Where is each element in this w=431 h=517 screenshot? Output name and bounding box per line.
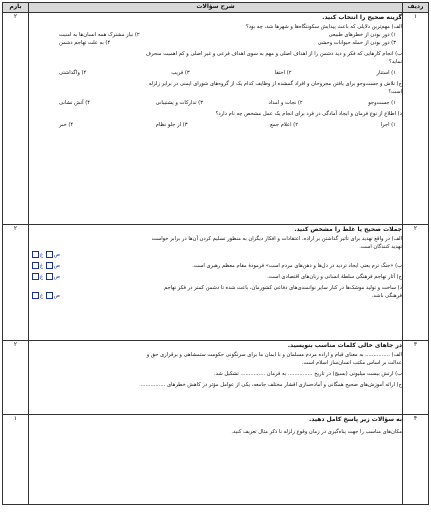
q2-d-line2 [29,292,402,300]
q1-d-option-4[interactable]: ۴) خبر [59,122,74,128]
question-1-score: ۲ [3,13,29,225]
question-3-body [29,341,403,415]
q2-a-line2-text: تهدید کنندگان است. [359,244,402,250]
q1-a-option-3[interactable]: ۳) دور بودن از حمله حیوانات وحشی [317,40,396,46]
question-2-number: ۲ [403,225,429,341]
q2-a-false-checkbox[interactable] [32,251,39,258]
q2-c-false-checkbox[interactable] [32,273,39,280]
question-3-title: در جاهای خالی کلمات مناسب بنویسید. [287,342,402,349]
question-4-score: ۱ [3,415,29,505]
q1-b-options [29,69,402,77]
q2-c-true-checkbox[interactable] [46,273,53,280]
false-label: غ [40,274,44,280]
q1-d-stem: د) اطلاع از نوع فرمان و ایجاد آمادگی در فرد برای انجام یک عمل مشخص چه نام دارد؟ [215,111,402,117]
q2-a-line1: الف) در واقع تهدید برای تأثیر گذاشتن بر اراده، اعتقادات و افکار دیگران به منظور تسلیم کردن آن‌ها در برابر خواست [151,236,402,242]
q2-a-line2 [29,243,402,251]
q1-a-option-2[interactable]: ۲) نیاز مشترک همه انسان‌ها به امنیت [59,32,140,38]
exam-table [2,2,429,505]
q2-d-line1: د) ساخت و تولید موشک‌ها در کنار سایر توانمندی‌های دفاعی کشورمان، باعث شده تا دشمن کمتر در فکر تهاجم [164,285,402,291]
q4-text: مکان‌های مناسب را جهت پناه‌گیری در زمان وقوع زلزله نا ذکر مثال تعریف کنید. [231,429,402,435]
q1-a-option-1[interactable]: ۱) دور بودن از خطرهای طبیعی [328,32,396,38]
question-3-row [3,341,429,415]
q1-b-option-2[interactable]: ۲) اختفا [274,70,292,76]
q2-b-text: ب) «جنگ نرم یعنی ایجاد تردید در دل‌ها و ذهن‌های مردم است» فرمودهٔ مقام معظم رهبری است. [192,263,402,269]
false-label: غ [40,252,44,258]
q2-a-true-checkbox[interactable] [46,251,53,258]
q3-c-line: ج) ارائه آموزش‌های صحیح همگانی و آماده‌سازی اقشار مختلف جامعه، یکی از عوامل مؤثر در کاهش خطرهای ............... [140,382,402,388]
q2-d-true-false [31,292,60,300]
q1-c-stem-line1: ج) تلاش و جست‌وجو برای یافتن مجروحان و افراد گمشده از وظایف کدام یک از گروه‌های شورای ایمنی در برابر زلزله [148,81,402,87]
q1-c-option-2[interactable]: ۲) نجات و امداد [268,100,303,106]
q2-a-true-false [31,251,60,259]
q2-b-line [29,262,402,270]
q2-d-false-checkbox[interactable] [32,292,39,299]
q2-d-true-checkbox[interactable] [46,292,53,299]
question-3-number: ۳ [403,341,429,415]
q3-b-line: ب) ارتش بیست میلیونی (بسیج) در تاریخ ............... به فرمان ............... تشکیل شد. [213,371,402,377]
false-label: غ [40,263,44,269]
question-1-title: گزینه صحیح را انتخاب کنید. [322,14,402,21]
q1-c-option-4[interactable]: ۴) آتش نشانی [59,100,91,106]
question-2-row [3,225,429,341]
header-questions: شرح سؤالات [29,3,403,13]
q2-d-line2-text: فرهنگی باشد. [371,293,402,299]
q2-c-text: ج) آثار تهاجم فرهنگی سلطهٔ انسانی و زبان‌های اقتصادی است. [267,274,402,280]
q2-b-true-checkbox[interactable] [46,262,53,269]
question-4-number: ۴ [403,415,429,505]
q1-d-option-2[interactable]: ۲) اعلام جمع [270,122,299,128]
table-header [3,3,429,13]
q1-c-option-3[interactable]: ۳) تدارکات و پشتیبانی [155,100,203,106]
header-score: بارم [3,3,29,13]
true-label: ص [53,274,61,280]
q2-c-line [29,273,402,281]
q1-b-option-3[interactable]: ۳) فریب [171,70,190,76]
q1-c-options [29,99,402,107]
question-4-body [29,415,403,505]
q1-b-stem-line2: نماید؟ [389,59,402,65]
question-1-body [29,13,403,225]
q2-b-false-checkbox[interactable] [32,262,39,269]
true-label: ص [53,263,61,269]
q3-a-line1: الف) ............... به معنای قیام و اراده مردم مسلمان و با ایمان ما برای سرنگونی حکومت ستمشاهی و برقراری حق و [146,352,402,358]
q1-b-option-1[interactable]: ۱) استتار [376,70,396,76]
true-label: ص [53,293,61,299]
false-label: غ [40,293,44,299]
question-3-score: ۲ [3,341,29,415]
q1-d-options [29,121,402,129]
q2-a-choices [29,251,402,259]
q1-a-options-row1 [29,31,402,39]
q2-b-true-false [31,262,60,270]
q1-a-stem: الف) مهم‌ترین دلایلی که باعث پیدایش سکونتگاه‌ها و شهرها شد، چه بود؟ [245,24,402,30]
q1-c-option-1[interactable]: ۱) جست‌وجو [368,100,396,106]
q1-a-options-row2 [29,39,402,47]
true-label: ص [53,252,61,258]
q1-a-option-4[interactable]: ۴) به علت تهاجم دشمن [59,40,111,46]
question-4-row [3,415,429,505]
q1-d-option-3[interactable]: ۳) از جلو نظام [155,122,188,128]
q1-d-option-1[interactable]: ۱) اجرا [380,122,396,128]
question-1-number: ۱ [403,13,429,225]
question-4-title: به سؤالات زیر پاسخ کامل دهید. [309,416,402,423]
question-2-score: ۲ [3,225,29,341]
q1-b-option-4[interactable]: ۴) واگذاشتی [59,70,87,76]
question-1-row [3,13,429,225]
q1-c-stem-line2: است؟ [388,89,402,95]
q3-a-line2: عدالت بر اساس مکتب انسان‌ساز اسلام است. [301,360,402,366]
q1-b-stem-line1: ب) انجام کارهایی که فکر و دید دشمن را از اهداف اصلی و مهم به سوی اهداف فرعی و غیر اصلی و کم اهمیت منحرف [145,51,402,57]
question-2-body [29,225,403,341]
q2-c-true-false [31,273,60,281]
header-number: ردیف [403,3,429,13]
question-2-title: جملات صحیح یا غلط را مشخص کنید. [294,226,402,233]
